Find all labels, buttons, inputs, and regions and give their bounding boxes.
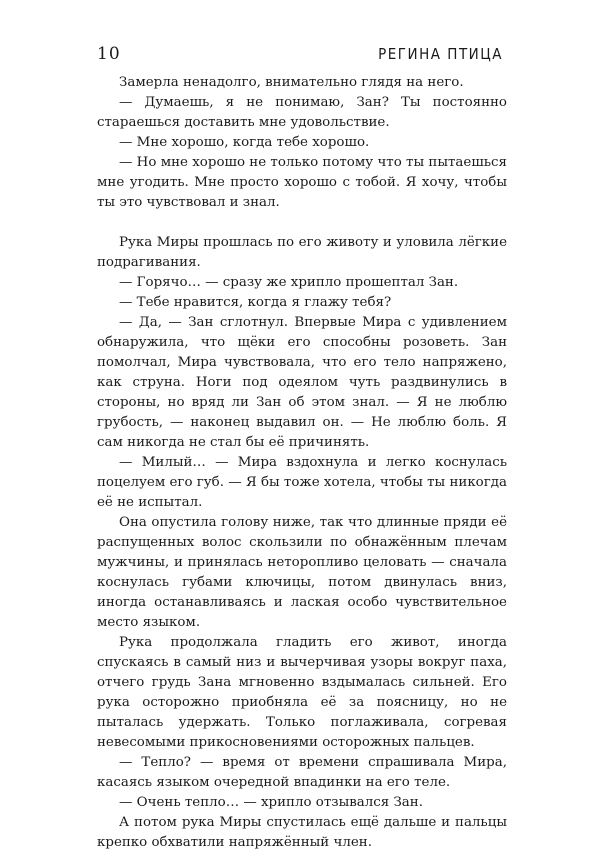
paragraph: — Думаешь, я не понимаю, Зан? Ты постоянно стараешься доставить мне удовольствие.: [97, 95, 507, 130]
paragraph: Она опустила голову ниже, так что длинные пряди её распущенных волос скользили по обнажённым плечам мужчины, и принялась неторопливо целовать — сначала коснулась губами ключицы, потом двинулась вниз, иногда останавливаясь и лаская особо чувствительное место языком.: [97, 515, 507, 630]
paragraph: — Мне хорошо, когда тебе хорошо.: [119, 135, 370, 150]
paragraph: — Горячо… — сразу же хрипло прошептал Зан.: [119, 275, 459, 290]
paragraph: Рука продолжала гладить его живот, иногда спускаясь в самый низ и вычерчивая узоры вокруг паха, отчего грудь Зана мгновенно вздымалась сильней. Его рука осторожно приобняла её за поясницу, но не пыталась удержать. Только поглаживала, согревая невесомыми прикосновениями осторожных пальцев.: [97, 635, 507, 750]
body-text: [97, 73, 507, 853]
paragraph: — Очень тепло… — хрипло отзывался Зан.: [119, 795, 423, 810]
paragraph: А потом рука Миры спустилась ещё дальше и пальцы крепко обхватили напряжённый член.: [97, 815, 507, 850]
paragraph: — Тебе нравится, когда я глажу тебя?: [119, 295, 392, 310]
running-head: РЕГИНА ПТИЦА: [378, 45, 503, 63]
paragraph: — Милый… — Мира вздохнула и легко коснулась поцелуем его губ. — Я бы тоже хотела, чтобы ты никогда её не испытал.: [97, 455, 507, 510]
page-header: [97, 44, 503, 64]
paragraph: Замерла ненадолго, внимательно глядя на него.: [119, 75, 464, 90]
page-number: 10: [97, 44, 121, 64]
paragraph: Рука Миры прошлась по его животу и уловила лёгкие подрагивания.: [97, 235, 507, 270]
paragraph: — Тепло? — время от времени спрашивала Мира, касаясь языком очередной впадинки на его теле.: [97, 755, 507, 790]
paragraph: — Да, — Зан сглотнул. Впервые Мира с удивлением обнаружила, что щёки его способны розоветь. Зан помолчал, Мира чувствовала, что его тело напряжено, как струна. Ноги под одеялом чуть раздвинулись в стороны, но вряд ли Зан об этом знал. — Я не люблю грубость, — наконец выдавил он. — Не люблю боль. Я сам никогда не стал бы её причинять.: [97, 315, 507, 450]
paragraph: — Но мне хорошо не только потому что ты пытаешься мне угодить. Мне просто хорошо с тобой. Я хочу, чтобы ты это чувствовал и знал.: [97, 155, 507, 210]
